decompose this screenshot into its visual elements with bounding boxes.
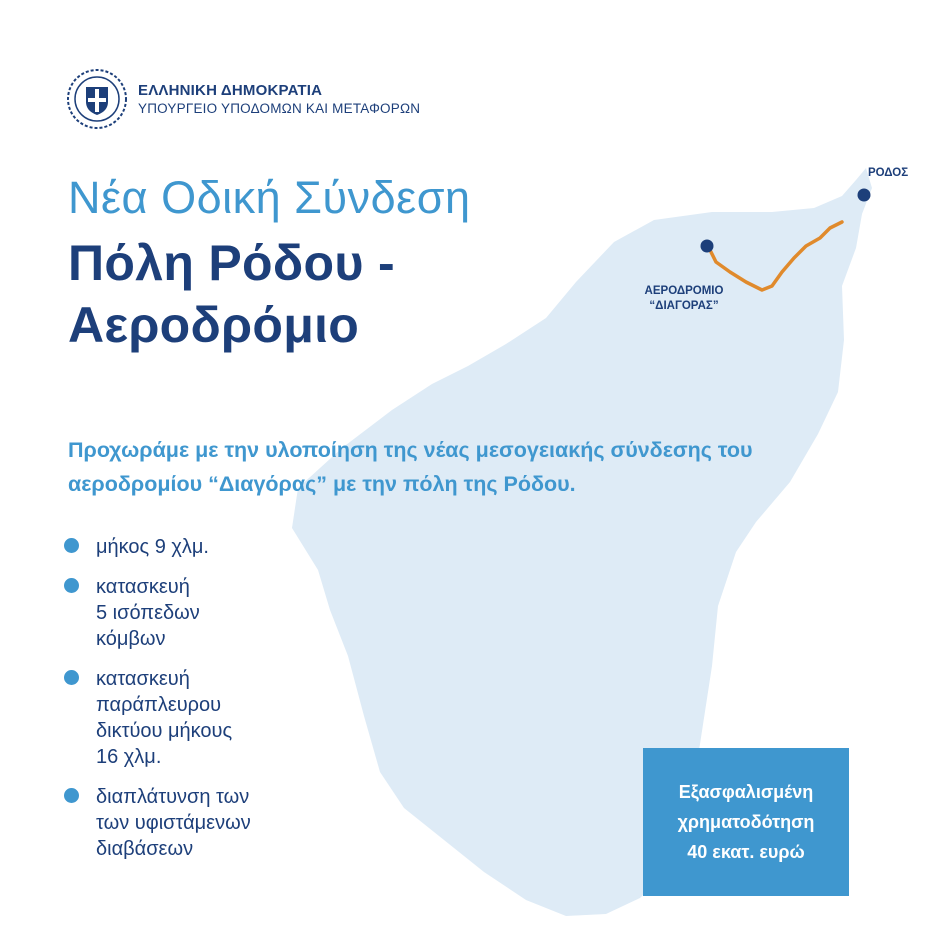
airport-marker bbox=[701, 240, 714, 253]
funding-text: Εξασφαλισμένη χρηματοδότηση 40 εκατ. ευρώ bbox=[677, 782, 815, 862]
title-main bbox=[68, 232, 395, 356]
list-item-text: διαπλάτυνση των των υφιστάμενων διαβάσεων bbox=[96, 786, 251, 860]
government-name: ΕΛΛΗΝΙΚΗ ΔΗΜΟΚΡΑΤΙΑ bbox=[138, 82, 323, 99]
list-item bbox=[64, 574, 251, 652]
list-item bbox=[64, 784, 251, 862]
bullet-icon bbox=[64, 538, 79, 553]
greek-coat-of-arms-icon bbox=[66, 68, 128, 130]
title-line-3: Αεροδρόμιο bbox=[68, 297, 360, 353]
funding-box bbox=[643, 748, 849, 896]
bullet-icon bbox=[64, 670, 79, 685]
airport-label: ΑΕΡΟΔΡΟΜΙΟ “ΔΙΑΓΟΡΑΣ” bbox=[644, 285, 724, 312]
city-label: ΡΟΔΟΣ bbox=[868, 167, 909, 179]
ministry-name: ΥΠΟΥΡΓΕΙΟ ΥΠΟΔΟΜΩΝ ΚΑΙ ΜΕΤΑΦΟΡΩΝ bbox=[138, 101, 421, 116]
bullet-icon bbox=[64, 578, 79, 593]
list-item-text: κατασκευή 5 ισόπεδων κόμβων bbox=[96, 576, 200, 650]
intro-text: Προχωράμε με την υλοποίηση της νέας μεσογειακής σύνδεσης του αεροδρομίου “Διαγόρας” με την πόλη της Ρόδου. bbox=[68, 438, 753, 496]
title-line-2: Πόλη Ρόδου - bbox=[68, 235, 395, 291]
title-line-1: Νέα Οδική Σύνδεση bbox=[68, 172, 471, 223]
header bbox=[66, 68, 420, 130]
list-item bbox=[64, 534, 251, 560]
bullet-icon bbox=[64, 788, 79, 803]
list-item bbox=[64, 666, 251, 770]
features-list bbox=[64, 534, 251, 876]
rodos-city-marker bbox=[858, 189, 871, 202]
list-item-text: κατασκευή παράπλευρου δικτύου μήκους 16 χλμ. bbox=[96, 668, 233, 768]
list-item-text: μήκος 9 χλμ. bbox=[96, 536, 209, 558]
